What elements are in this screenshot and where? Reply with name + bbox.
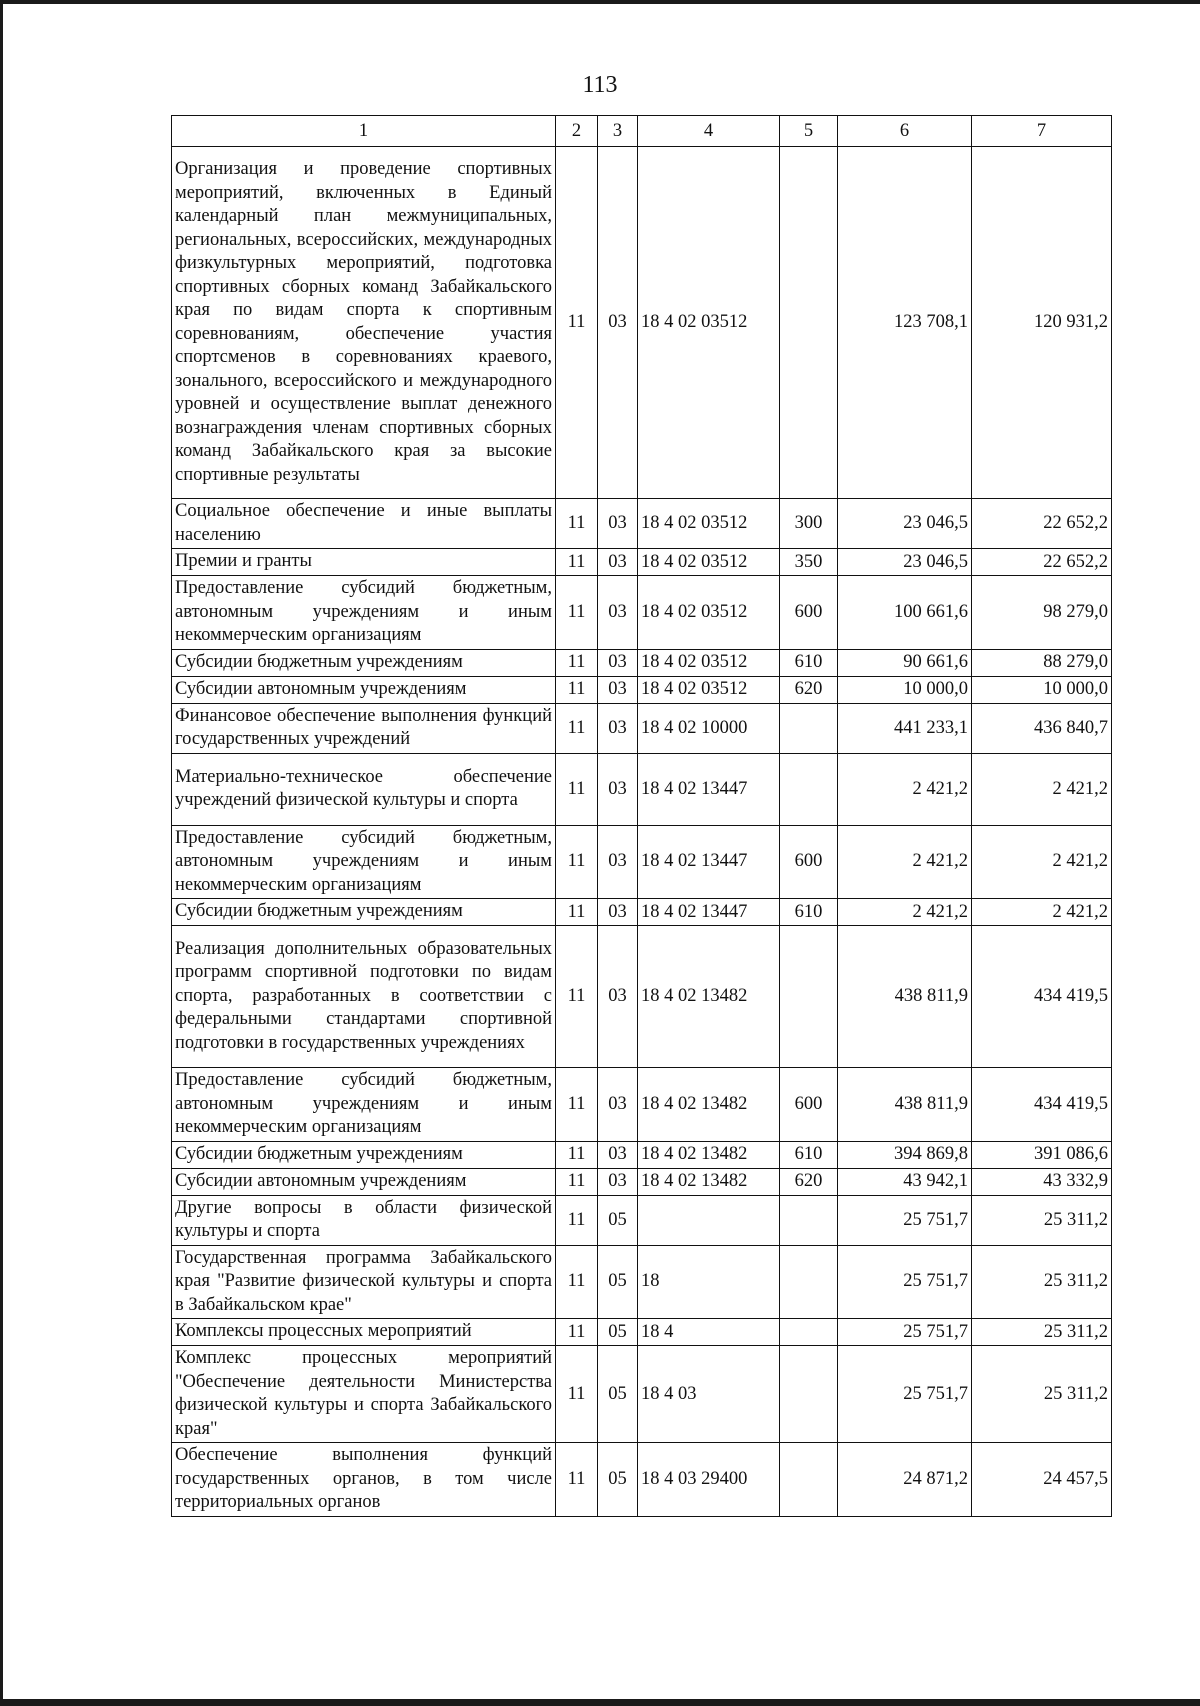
row-name: Другие вопросы в области физической культуры и спорта: [172, 1195, 556, 1245]
row-name: Финансовое обеспечение выполнения функций государственных учреждений: [172, 703, 556, 753]
row-amount-1: 23 046,5: [838, 549, 972, 576]
row-name: Субсидии автономным учреждениям: [172, 676, 556, 703]
row-target-article: 18: [638, 1245, 780, 1319]
row-target-article: 18 4 02 10000: [638, 703, 780, 753]
row-amount-2: 391 086,6: [972, 1141, 1112, 1168]
row-target-article: 18 4 02 03512: [638, 676, 780, 703]
row-subsection: 05: [598, 1319, 638, 1346]
col-header-expense-type: 5: [780, 116, 838, 147]
page-number: 113: [582, 72, 618, 98]
row-name: Социальное обеспечение и иные выплаты населению: [172, 499, 556, 549]
row-amount-2: 10 000,0: [972, 676, 1112, 703]
row-amount-1: 441 233,1: [838, 703, 972, 753]
row-amount-2: 434 419,5: [972, 926, 1112, 1068]
header-row: [172, 116, 1112, 147]
row-name: Субсидии бюджетным учреждениям: [172, 649, 556, 676]
row-section: 11: [556, 1168, 598, 1195]
row-name: Субсидии автономным учреждениям: [172, 1168, 556, 1195]
row-target-article: 18 4 02 13482: [638, 926, 780, 1068]
row-target-article: 18 4 02 13447: [638, 899, 780, 926]
row-amount-1: 25 751,7: [838, 1346, 972, 1443]
row-subsection: 05: [598, 1195, 638, 1245]
row-target-article: 18 4 02 13482: [638, 1141, 780, 1168]
table-row: [172, 926, 1112, 1068]
row-section: 11: [556, 147, 598, 499]
scan-border-bottom: [0, 1699, 1200, 1706]
row-target-article: 18 4 02 03512: [638, 147, 780, 499]
row-expense-type: 600: [780, 825, 838, 899]
row-subsection: 03: [598, 1168, 638, 1195]
row-section: 11: [556, 1141, 598, 1168]
table-row: [172, 549, 1112, 576]
row-section: 11: [556, 753, 598, 825]
row-section: 11: [556, 1245, 598, 1319]
row-subsection: 03: [598, 676, 638, 703]
row-amount-2: 120 931,2: [972, 147, 1112, 499]
row-amount-1: 90 661,6: [838, 649, 972, 676]
row-amount-2: 2 421,2: [972, 753, 1112, 825]
row-section: 11: [556, 1319, 598, 1346]
row-name: Предоставление субсидий бюджетным, автономным учреждениям и иным некоммерческим организациям: [172, 576, 556, 650]
row-target-article: 18 4 02 13482: [638, 1168, 780, 1195]
row-target-article: 18 4 02 13447: [638, 753, 780, 825]
row-expense-type: 610: [780, 1141, 838, 1168]
row-section: 11: [556, 1346, 598, 1443]
row-target-article: 18 4 02 03512: [638, 549, 780, 576]
scan-border-top: [0, 0, 1200, 4]
row-subsection: 03: [598, 825, 638, 899]
row-amount-2: 88 279,0: [972, 649, 1112, 676]
table-row: [172, 1443, 1112, 1517]
row-section: 11: [556, 1443, 598, 1517]
row-subsection: 03: [598, 1141, 638, 1168]
table-row: [172, 825, 1112, 899]
row-amount-2: 2 421,2: [972, 825, 1112, 899]
row-name: Субсидии бюджетным учреждениям: [172, 899, 556, 926]
table-row: [172, 1346, 1112, 1443]
row-amount-2: 434 419,5: [972, 1068, 1112, 1142]
row-amount-1: 25 751,7: [838, 1245, 972, 1319]
row-subsection: 05: [598, 1245, 638, 1319]
row-name: Организация и проведение спортивных мероприятий, включенных в Единый календарный план межмуниципальных, региональных, всероссийских, международных физкультурных мероприятий, подготовка спортивных сборных команд Забайкальского края по видам спорта к спортивным соревнованиям, обеспечение участия спортсменов в соревнованиях краевого, зонального, всероссийского и международного уровней и осуществление выплат денежного вознаграждения членам спортивных сборных команд Забайкальского края за высокие спортивные результаты: [172, 147, 556, 499]
row-amount-2: 43 332,9: [972, 1168, 1112, 1195]
row-name: Материально-техническое обеспечение учреждений физической культуры и спорта: [172, 753, 556, 825]
row-section: 11: [556, 703, 598, 753]
row-expense-type: 620: [780, 676, 838, 703]
table-row: [172, 1068, 1112, 1142]
row-amount-1: 2 421,2: [838, 899, 972, 926]
row-name: Комплекс процессных мероприятий "Обеспечение деятельности Министерства физической культуры и спорта Забайкальского края": [172, 1346, 556, 1443]
table-row: [172, 753, 1112, 825]
row-section: 11: [556, 926, 598, 1068]
row-section: 11: [556, 549, 598, 576]
row-amount-2: 25 311,2: [972, 1319, 1112, 1346]
row-amount-1: 43 942,1: [838, 1168, 972, 1195]
row-name: Государственная программа Забайкальского края "Развитие физической культуры и спорта в Забайкальском крае": [172, 1245, 556, 1319]
row-expense-type: [780, 926, 838, 1068]
col-header-target-article: 4: [638, 116, 780, 147]
budget-table: [171, 115, 1112, 1517]
table-row: [172, 147, 1112, 499]
row-name: Премии и гранты: [172, 549, 556, 576]
scan-border-left: [0, 0, 3, 1706]
table-row: [172, 499, 1112, 549]
table-body: [172, 147, 1112, 1517]
row-expense-type: [780, 703, 838, 753]
table-row: [172, 649, 1112, 676]
row-subsection: 03: [598, 499, 638, 549]
row-target-article: 18 4 02 13482: [638, 1068, 780, 1142]
row-expense-type: [780, 1443, 838, 1517]
row-amount-1: 100 661,6: [838, 576, 972, 650]
row-amount-1: 2 421,2: [838, 825, 972, 899]
row-subsection: 03: [598, 926, 638, 1068]
row-amount-2: 25 311,2: [972, 1195, 1112, 1245]
row-subsection: 03: [598, 147, 638, 499]
row-amount-1: 394 869,8: [838, 1141, 972, 1168]
col-header-subsection: 3: [598, 116, 638, 147]
row-section: 11: [556, 825, 598, 899]
row-name: Предоставление субсидий бюджетным, автономным учреждениям и иным некоммерческим организациям: [172, 825, 556, 899]
row-name: Обеспечение выполнения функций государственных органов, в том числе территориальных органов: [172, 1443, 556, 1517]
row-name: Субсидии бюджетным учреждениям: [172, 1141, 556, 1168]
row-amount-2: 25 311,2: [972, 1245, 1112, 1319]
row-section: 11: [556, 499, 598, 549]
row-target-article: 18 4 02 03512: [638, 576, 780, 650]
row-amount-1: 23 046,5: [838, 499, 972, 549]
row-amount-2: 25 311,2: [972, 1346, 1112, 1443]
col-header-amount-2: 7: [972, 116, 1112, 147]
row-name: Комплексы процессных мероприятий: [172, 1319, 556, 1346]
row-amount-1: 438 811,9: [838, 926, 972, 1068]
row-expense-type: 610: [780, 649, 838, 676]
table-row: [172, 1195, 1112, 1245]
row-amount-2: 2 421,2: [972, 899, 1112, 926]
row-target-article: [638, 1195, 780, 1245]
row-target-article: 18 4: [638, 1319, 780, 1346]
row-name: Предоставление субсидий бюджетным, автономным учреждениям и иным некоммерческим организациям: [172, 1068, 556, 1142]
row-amount-2: 436 840,7: [972, 703, 1112, 753]
row-subsection: 03: [598, 576, 638, 650]
row-target-article: 18 4 02 13447: [638, 825, 780, 899]
col-header-amount-1: 6: [838, 116, 972, 147]
row-subsection: 03: [598, 1068, 638, 1142]
table-row: [172, 676, 1112, 703]
row-name: Реализация дополнительных образовательных программ спортивной подготовки по видам спорта, разработанных в соответствии с федеральными стандартами спортивной подготовки в государственных учреждениях: [172, 926, 556, 1068]
row-amount-1: 123 708,1: [838, 147, 972, 499]
row-target-article: 18 4 02 03512: [638, 499, 780, 549]
row-expense-type: [780, 1346, 838, 1443]
col-header-section: 2: [556, 116, 598, 147]
row-target-article: 18 4 03: [638, 1346, 780, 1443]
row-section: 11: [556, 576, 598, 650]
row-section: 11: [556, 1068, 598, 1142]
row-subsection: 05: [598, 1346, 638, 1443]
table-row: [172, 1319, 1112, 1346]
row-section: 11: [556, 899, 598, 926]
row-expense-type: [780, 1195, 838, 1245]
row-expense-type: 600: [780, 576, 838, 650]
row-section: 11: [556, 1195, 598, 1245]
row-expense-type: 350: [780, 549, 838, 576]
row-subsection: 03: [598, 703, 638, 753]
row-subsection: 03: [598, 899, 638, 926]
table-row: [172, 576, 1112, 650]
row-subsection: 03: [598, 549, 638, 576]
col-header-name: 1: [172, 116, 556, 147]
row-section: 11: [556, 649, 598, 676]
table-row: [172, 1168, 1112, 1195]
row-expense-type: 300: [780, 499, 838, 549]
row-amount-2: 98 279,0: [972, 576, 1112, 650]
row-amount-2: 22 652,2: [972, 499, 1112, 549]
row-target-article: 18 4 03 29400: [638, 1443, 780, 1517]
row-expense-type: 610: [780, 899, 838, 926]
row-subsection: 03: [598, 753, 638, 825]
row-subsection: 03: [598, 649, 638, 676]
table-row: [172, 703, 1112, 753]
row-expense-type: [780, 753, 838, 825]
row-expense-type: [780, 1245, 838, 1319]
row-amount-2: 24 457,5: [972, 1443, 1112, 1517]
row-expense-type: [780, 147, 838, 499]
row-subsection: 05: [598, 1443, 638, 1517]
row-expense-type: 620: [780, 1168, 838, 1195]
row-section: 11: [556, 676, 598, 703]
row-amount-1: 24 871,2: [838, 1443, 972, 1517]
row-expense-type: [780, 1319, 838, 1346]
table-row: [172, 1141, 1112, 1168]
row-amount-1: 2 421,2: [838, 753, 972, 825]
row-amount-1: 25 751,7: [838, 1195, 972, 1245]
row-target-article: 18 4 02 03512: [638, 649, 780, 676]
row-amount-1: 438 811,9: [838, 1068, 972, 1142]
row-expense-type: 600: [780, 1068, 838, 1142]
row-amount-2: 22 652,2: [972, 549, 1112, 576]
row-amount-1: 25 751,7: [838, 1319, 972, 1346]
row-amount-1: 10 000,0: [838, 676, 972, 703]
table-row: [172, 1245, 1112, 1319]
table-row: [172, 899, 1112, 926]
